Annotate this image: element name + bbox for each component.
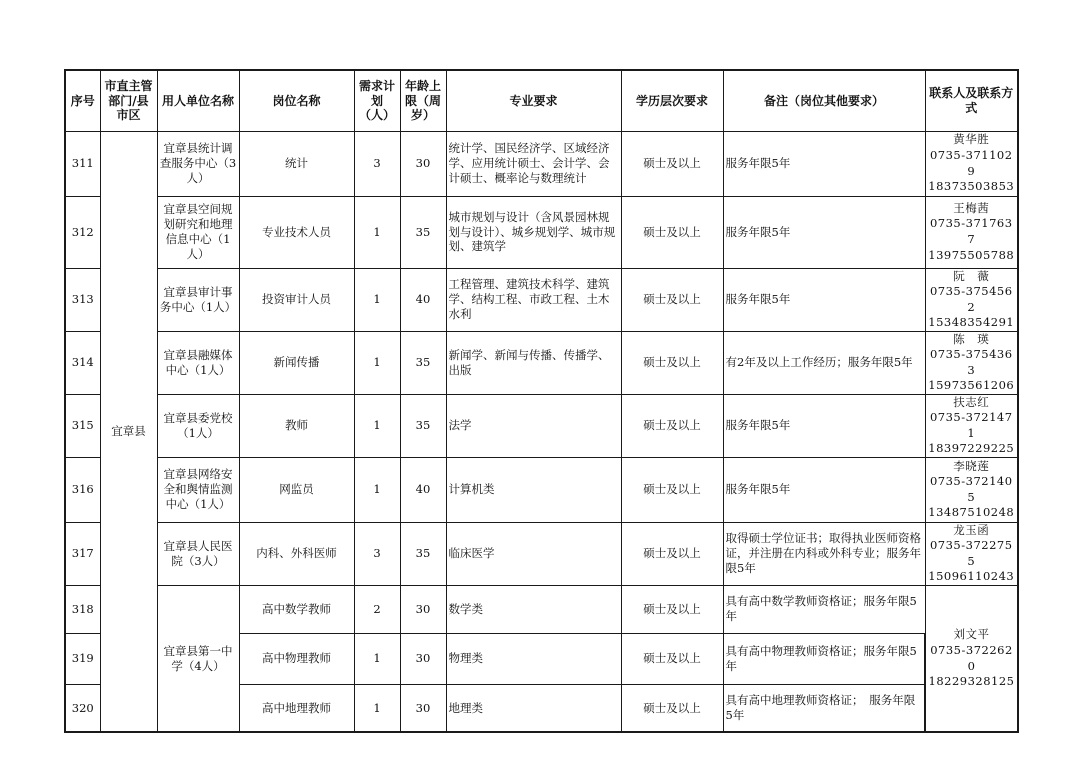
- table-row: [65, 522, 1018, 585]
- cell-plan: 3: [354, 522, 400, 585]
- contact-tel: 0735-3754562: [929, 284, 1013, 314]
- contact-name: 陈 瑛: [953, 331, 990, 346]
- contact-name: 王梅茜: [953, 200, 990, 215]
- cell-post: 高中地理教师: [239, 684, 354, 732]
- cell-note: 具有高中数学教师资格证；服务年限5年: [723, 585, 925, 633]
- header-contact: 联系人及联系方式: [925, 70, 1018, 131]
- contact-cell: [925, 131, 1018, 196]
- cell-plan: 3: [354, 131, 400, 196]
- cell-plan: 1: [354, 633, 400, 684]
- cell-major: 新闻学、新闻与传播、传播学、出版: [446, 331, 621, 394]
- contact-cell: [925, 331, 1018, 394]
- header-edu: 学历层次要求: [621, 70, 723, 131]
- contact-cell: [925, 268, 1018, 331]
- cell-note: 具有高中地理教师资格证； 服务年限5年: [723, 684, 925, 732]
- contact-mobile: 13487510248: [928, 505, 1015, 520]
- contact-mobile: 18229328125: [928, 674, 1015, 689]
- cell-seq: 316: [65, 457, 100, 522]
- contact-mobile: 15096110243: [928, 569, 1015, 584]
- cell-edu: 硕士及以上: [621, 457, 723, 522]
- contact-mobile: 13975505788: [928, 247, 1015, 262]
- table-row: [65, 394, 1018, 457]
- header-age: 年龄上限（周岁）: [400, 70, 446, 131]
- cell-post: 专业技术人员: [239, 196, 354, 268]
- cell-seq: 313: [65, 268, 100, 331]
- cell-unit: 宜章县委党校（1人）: [157, 394, 239, 457]
- cell-post: 网监员: [239, 457, 354, 522]
- contact-name: 扶志红: [953, 394, 990, 409]
- cell-post: 高中数学教师: [239, 585, 354, 633]
- contact-name: 龙玉函: [953, 522, 990, 537]
- cell-age: 30: [400, 633, 446, 684]
- contact-tel: 0735-3722620: [930, 642, 1013, 673]
- contact-tel: 0735-3711029: [929, 147, 1013, 178]
- cell-note: 服务年限5年: [723, 131, 925, 196]
- cell-major: 城市规划与设计（含风景园林规划与设计）、城乡规划学、城市规划、建筑学: [446, 196, 621, 268]
- table-row: [65, 196, 1018, 268]
- table-row: [65, 331, 1018, 394]
- cell-major: 统计学、国民经济学、区域经济学、应用统计硕士、会计学、会计硕士、概率论与数理统计: [446, 131, 621, 196]
- contact-cell: [925, 394, 1018, 457]
- contact-mobile: 18373503853: [928, 179, 1015, 194]
- cell-plan: 1: [354, 331, 400, 394]
- cell-post: 新闻传播: [239, 331, 354, 394]
- cell-plan: 1: [354, 394, 400, 457]
- cell-seq: 318: [65, 585, 100, 633]
- cell-major: 地理类: [446, 684, 621, 732]
- cell-edu: 硕士及以上: [621, 131, 723, 196]
- cell-major: 计算机类: [446, 457, 621, 522]
- cell-seq: 312: [65, 196, 100, 268]
- cell-edu: 硕士及以上: [621, 331, 723, 394]
- cell-post: 统计: [239, 131, 354, 196]
- contact-tel: 0735-3722755: [929, 538, 1013, 568]
- table-row: [65, 131, 1018, 196]
- cell-post: 投资审计人员: [239, 268, 354, 331]
- header-row: [65, 70, 1018, 131]
- cell-note: 服务年限5年: [723, 268, 925, 331]
- cell-note: 服务年限5年: [723, 394, 925, 457]
- contact-tel: 0735-3717637: [929, 216, 1013, 246]
- cell-note: 有2年及以上工作经历；服务年限5年: [723, 331, 925, 394]
- cell-edu: 硕士及以上: [621, 684, 723, 732]
- cell-note: 服务年限5年: [723, 196, 925, 268]
- cell-plan: 1: [354, 196, 400, 268]
- cell-major: 临床医学: [446, 522, 621, 585]
- header-post: 岗位名称: [239, 70, 354, 131]
- contact-mobile: 18397229225: [928, 441, 1015, 456]
- contact-mobile: 15973561206: [928, 378, 1015, 393]
- cell-seq: 317: [65, 522, 100, 585]
- recruitment-table: [64, 69, 1019, 733]
- cell-edu: 硕士及以上: [621, 268, 723, 331]
- contact-mobile: 15348354291: [928, 315, 1015, 330]
- cell-edu: 硕士及以上: [621, 196, 723, 268]
- cell-age: 35: [400, 196, 446, 268]
- cell-age: 40: [400, 268, 446, 331]
- contact-tel: 0735-3721405: [929, 474, 1013, 504]
- contact-name: 刘文平: [953, 627, 990, 642]
- cell-seq: 319: [65, 633, 100, 684]
- cell-note: 取得硕士学位证书；取得执业医师资格证，并注册在内科或外科专业；服务年限5年: [723, 522, 925, 585]
- contact-name: 阮 薇: [953, 268, 990, 283]
- cell-note: 服务年限5年: [723, 457, 925, 522]
- contact-cell: [925, 196, 1018, 268]
- header-seq: 序号: [65, 70, 100, 131]
- cell-unit: 宜章县网络安全和舆情监测中心（1人）: [157, 457, 239, 522]
- cell-edu: 硕士及以上: [621, 585, 723, 633]
- cell-age: 35: [400, 331, 446, 394]
- cell-age: 35: [400, 522, 446, 585]
- cell-seq: 320: [65, 684, 100, 732]
- header-dept: 市直主管部门/县市区: [100, 70, 157, 131]
- header-note: 备注（岗位其他要求）: [723, 70, 925, 131]
- header-major: 专业要求: [446, 70, 621, 131]
- cell-seq: 314: [65, 331, 100, 394]
- header-plan: 需求计划（人）: [354, 70, 400, 131]
- cell-post: 教师: [239, 394, 354, 457]
- cell-plan: 2: [354, 585, 400, 633]
- cell-edu: 硕士及以上: [621, 633, 723, 684]
- cell-age: 30: [400, 131, 446, 196]
- cell-major: 工程管理、建筑技术科学、建筑学、结构工程、市政工程、土木水利: [446, 268, 621, 331]
- cell-unit: 宜章县第一中学（4人）: [157, 585, 239, 732]
- cell-seq: 311: [65, 131, 100, 196]
- header-unit: 用人单位名称: [157, 70, 239, 131]
- cell-seq: 315: [65, 394, 100, 457]
- cell-age: 35: [400, 394, 446, 457]
- cell-edu: 硕士及以上: [621, 394, 723, 457]
- table-row: [65, 457, 1018, 522]
- cell-dept: 宜章县: [100, 131, 157, 732]
- contact-name: 黄华胜: [953, 132, 990, 147]
- cell-major: 数学类: [446, 585, 621, 633]
- contact-cell: [925, 585, 1018, 732]
- contact-tel: 0735-3754363: [929, 347, 1013, 377]
- cell-unit: 宜章县统计调查服务中心（3人）: [157, 131, 239, 196]
- contact-name: 李晓莲: [953, 458, 990, 473]
- contact-tel: 0735-3721471: [929, 410, 1013, 440]
- cell-unit: 宜章县融媒体中心（1人）: [157, 331, 239, 394]
- cell-plan: 1: [354, 457, 400, 522]
- cell-unit: 宜章县审计事务中心（1人）: [157, 268, 239, 331]
- cell-unit: 宜章县人民医院（3人）: [157, 522, 239, 585]
- contact-cell: [925, 522, 1018, 585]
- table-row: [65, 268, 1018, 331]
- cell-age: 30: [400, 585, 446, 633]
- cell-age: 30: [400, 684, 446, 732]
- cell-plan: 1: [354, 268, 400, 331]
- cell-note: 具有高中物理教师资格证；服务年限5年: [723, 633, 925, 684]
- cell-age: 40: [400, 457, 446, 522]
- cell-post: 高中物理教师: [239, 633, 354, 684]
- cell-edu: 硕士及以上: [621, 522, 723, 585]
- cell-plan: 1: [354, 684, 400, 732]
- cell-unit: 宜章县空间规划研究和地理信息中心（1人）: [157, 196, 239, 268]
- cell-major: 物理类: [446, 633, 621, 684]
- cell-post: 内科、外科医师: [239, 522, 354, 585]
- table-body: [65, 131, 1018, 732]
- contact-cell: [925, 457, 1018, 522]
- table-row: [65, 585, 1018, 633]
- cell-major: 法学: [446, 394, 621, 457]
